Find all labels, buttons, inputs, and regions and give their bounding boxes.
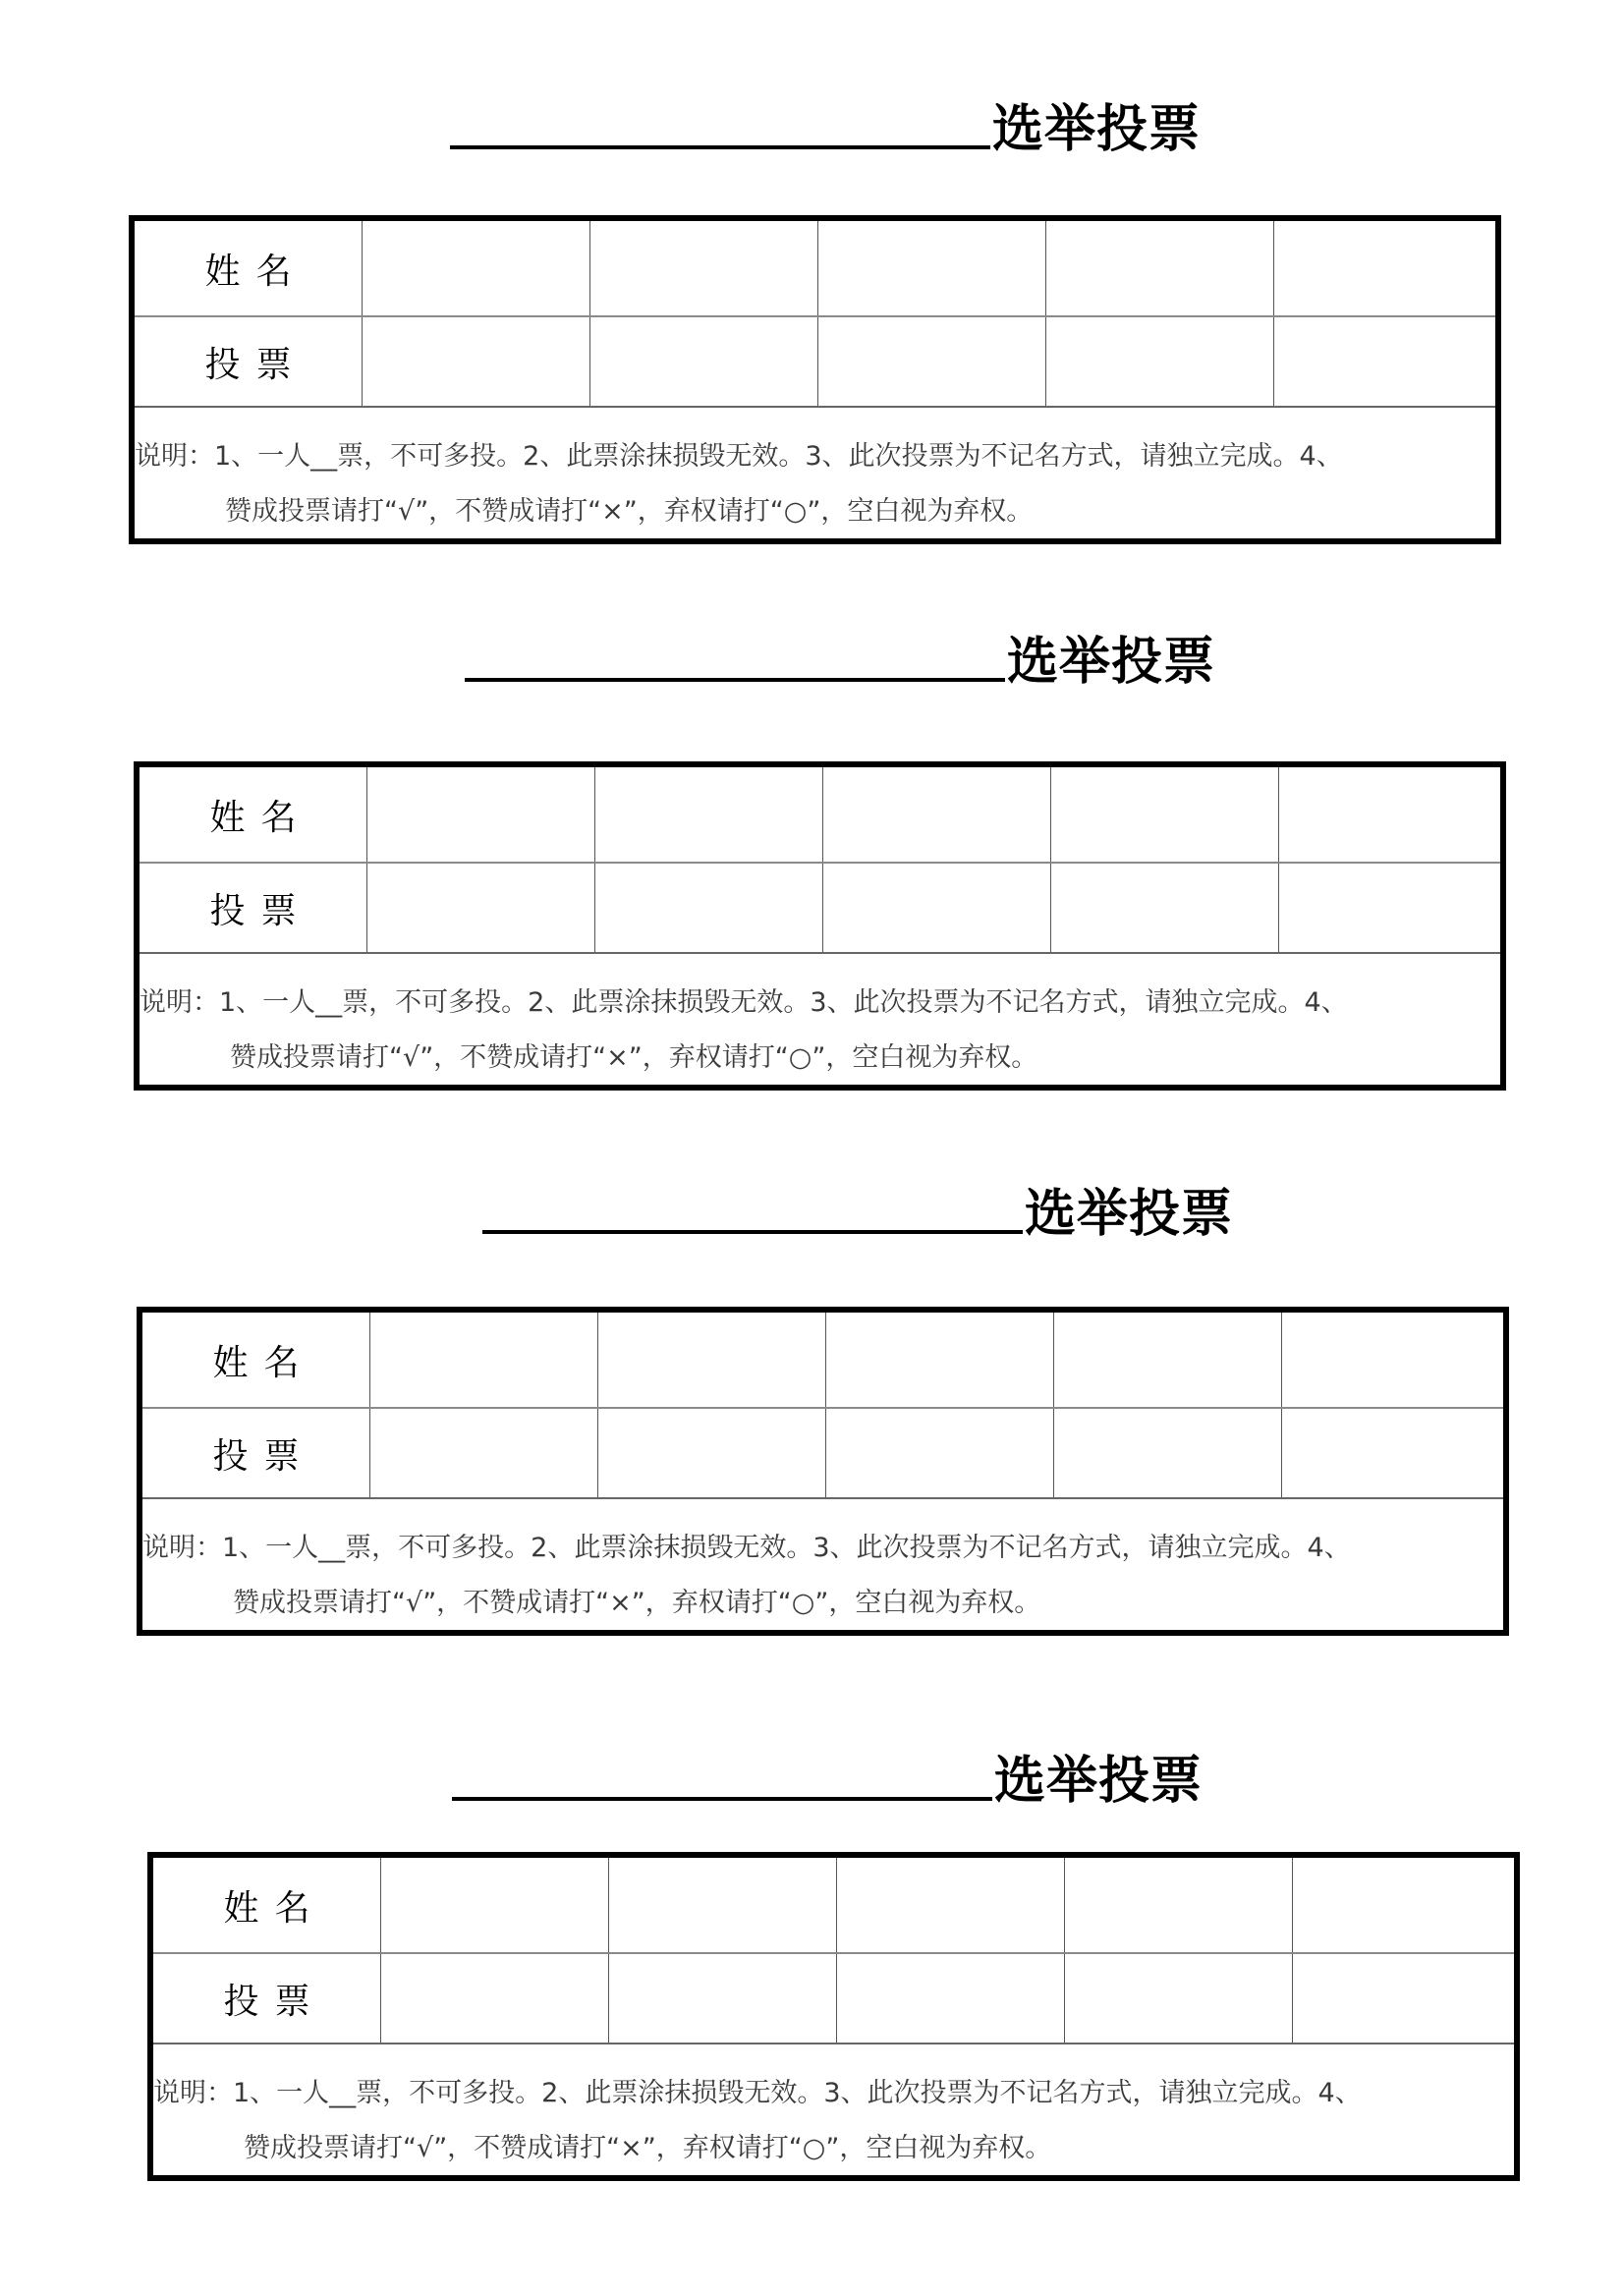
name-row (142, 1313, 1503, 1409)
name-cell[interactable] (1274, 221, 1495, 315)
name-row (135, 221, 1495, 317)
notes-line-1: 说明：1、一人__票，不可多投。2、此票涂抹损毁无效。3、此次投票为不记名方式，请独立完成。4、 (153, 2078, 1362, 2108)
vote-cell[interactable] (1065, 1954, 1293, 2043)
name-cell[interactable] (823, 767, 1051, 862)
title-blank-line[interactable] (482, 1230, 1023, 1234)
name-row (153, 1858, 1514, 1954)
name-cell[interactable] (381, 1858, 609, 1952)
notes-line-1: 说明：1、一人__票，不可多投。2、此票涂抹损毁无效。3、此次投票为不记名方式，请独立完成。4、 (140, 987, 1348, 1018)
vote-cell[interactable] (818, 317, 1046, 406)
vote-cell[interactable] (1274, 317, 1495, 406)
name-cell[interactable] (598, 1313, 826, 1407)
name-cell[interactable] (826, 1313, 1054, 1407)
name-cell[interactable] (1065, 1858, 1293, 1952)
title-blank-line[interactable] (450, 145, 990, 149)
ballot-table (134, 761, 1506, 1091)
vote-cell[interactable] (1046, 317, 1274, 406)
vote-cell[interactable] (1293, 1954, 1514, 2043)
name-cell[interactable] (1051, 767, 1279, 862)
ballot-table (129, 215, 1501, 544)
ballot-title-row (482, 1165, 1268, 1244)
ballot-notes (135, 408, 1495, 538)
vote-cell[interactable] (837, 1954, 1065, 2043)
vote-cell[interactable] (598, 1409, 826, 1497)
ballot-notes (153, 2044, 1514, 2175)
ballot-title-row (450, 81, 1236, 159)
name-cell[interactable] (1046, 221, 1274, 315)
name-cell[interactable] (1293, 1858, 1514, 1952)
name-cell[interactable] (367, 767, 595, 862)
name-cell[interactable] (1279, 767, 1500, 862)
vote-row (140, 864, 1500, 954)
vote-cell[interactable] (609, 1954, 837, 2043)
name-cell[interactable] (363, 221, 590, 315)
name-cell[interactable] (837, 1858, 1065, 1952)
vote-cell[interactable] (826, 1409, 1054, 1497)
ballot-title-row (465, 613, 1251, 692)
name-label: 姓名 (142, 1313, 370, 1407)
notes-line-2: 赞成投票请打“√”，不赞成请打“×”，弃权请打“○”，空白视为弃权。 (244, 2133, 1052, 2163)
notes-line-1: 说明：1、一人__票，不可多投。2、此票涂抹损毁无效。3、此次投票为不记名方式，请独立完成。4、 (142, 1533, 1351, 1563)
vote-row (135, 317, 1495, 408)
vote-cell[interactable] (367, 864, 595, 952)
ballot-title: 选举投票 (1007, 633, 1216, 692)
vote-label: 投票 (135, 317, 363, 406)
name-cell[interactable] (1282, 1313, 1503, 1407)
vote-label: 投票 (142, 1409, 370, 1497)
notes-line-2: 赞成投票请打“√”，不赞成请打“×”，弃权请打“○”，空白视为弃权。 (233, 1588, 1041, 1618)
name-label: 姓名 (135, 221, 363, 315)
title-blank-line[interactable] (465, 678, 1005, 682)
vote-cell[interactable] (823, 864, 1051, 952)
ballot-title-row (452, 1732, 1238, 1811)
name-label: 姓名 (153, 1858, 381, 1952)
vote-cell[interactable] (1282, 1409, 1503, 1497)
notes-line-2: 赞成投票请打“√”，不赞成请打“×”，弃权请打“○”，空白视为弃权。 (230, 1042, 1038, 1073)
name-cell[interactable] (609, 1858, 837, 1952)
name-cell[interactable] (1054, 1313, 1282, 1407)
vote-cell[interactable] (1279, 864, 1500, 952)
name-cell[interactable] (590, 221, 818, 315)
vote-cell[interactable] (595, 864, 823, 952)
vote-row (153, 1954, 1514, 2044)
name-cell[interactable] (818, 221, 1046, 315)
vote-label: 投票 (153, 1954, 381, 2043)
notes-line-2: 赞成投票请打“√”，不赞成请打“×”，弃权请打“○”，空白视为弃权。 (225, 496, 1034, 527)
vote-label: 投票 (140, 864, 367, 952)
ballot-table (147, 1852, 1520, 2181)
vote-cell[interactable] (1054, 1409, 1282, 1497)
ballot-table (137, 1307, 1509, 1636)
ballot-title: 选举投票 (994, 1752, 1204, 1811)
name-label: 姓名 (140, 767, 367, 862)
ballot-notes (140, 954, 1500, 1085)
vote-cell[interactable] (590, 317, 818, 406)
ballot-title: 选举投票 (992, 100, 1202, 159)
ballot-notes (142, 1499, 1503, 1630)
vote-cell[interactable] (370, 1409, 598, 1497)
notes-line-1: 说明：1、一人__票，不可多投。2、此票涂抹损毁无效。3、此次投票为不记名方式，请独立完成。4、 (135, 441, 1343, 472)
name-cell[interactable] (595, 767, 823, 862)
name-row (140, 767, 1500, 864)
title-blank-line[interactable] (452, 1797, 992, 1801)
vote-cell[interactable] (363, 317, 590, 406)
name-cell[interactable] (370, 1313, 598, 1407)
vote-row (142, 1409, 1503, 1499)
vote-cell[interactable] (1051, 864, 1279, 952)
ballot-title: 选举投票 (1025, 1185, 1234, 1244)
vote-cell[interactable] (381, 1954, 609, 2043)
